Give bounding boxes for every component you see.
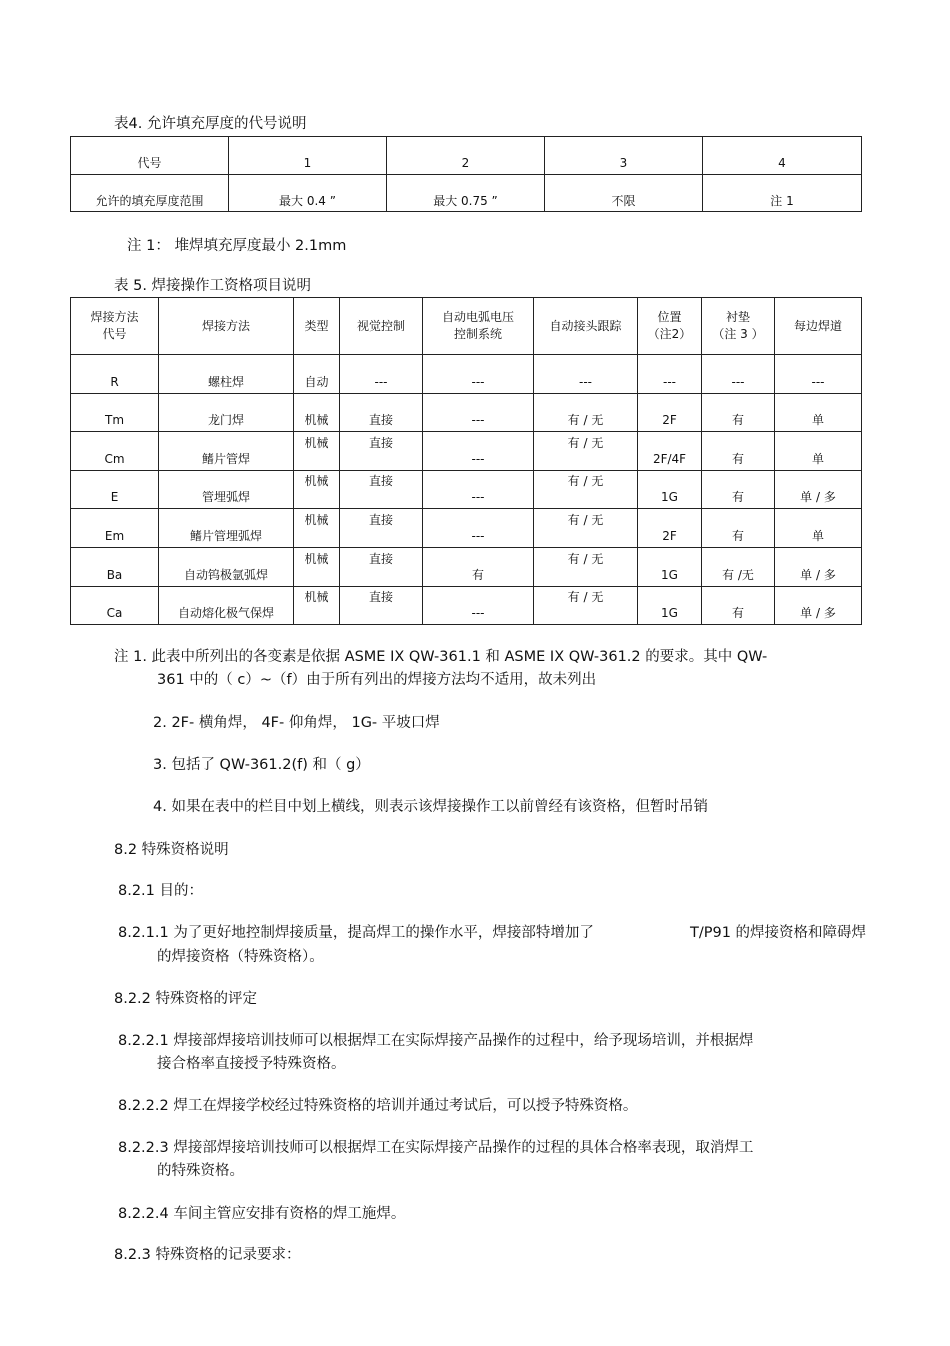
cell-text: ---: [471, 374, 485, 389]
table-cell: [294, 432, 340, 471]
cell-text: ---: [471, 606, 485, 620]
cell-text: 单 / 多: [800, 606, 836, 620]
table-cell: [534, 548, 638, 587]
cell-text: 有 / 无: [567, 435, 604, 450]
cell-text: ---: [471, 451, 485, 466]
cell-text: ---: [374, 374, 388, 389]
table-cell: [159, 432, 294, 471]
cell-text: 自动电弧电压: [441, 310, 514, 324]
table-cell: [534, 432, 638, 471]
table-cell: [423, 587, 534, 625]
table-cell: [423, 394, 534, 432]
table-row: [71, 432, 862, 471]
cell-text: 类型: [304, 318, 329, 333]
cell-text: 有: [731, 606, 744, 620]
cell-text: ---: [579, 374, 592, 389]
cell-text: 有 / 无: [567, 413, 604, 427]
table-cell: [638, 548, 702, 587]
cell-text: 自动熔化极气保焊: [177, 606, 274, 620]
table-row: [71, 587, 862, 625]
cell-text: ---: [663, 374, 676, 389]
header-cell: [775, 298, 862, 355]
cell-text: 1G: [661, 567, 678, 582]
section-8-2-2-3-line-2: 的特殊资格。: [157, 1163, 244, 1179]
cell-text: 不限: [611, 193, 636, 208]
table-cell: [702, 355, 775, 394]
cell-text: 单: [811, 528, 824, 543]
note-2: 2. 2F- 横角焊， 4F- 仰角焊， 1G- 平坡口焊: [153, 715, 440, 731]
cell-text: 直接: [368, 435, 393, 450]
table-cell: [702, 587, 775, 625]
cell-text: 有: [731, 451, 744, 466]
table5-caption: 表 5. 焊接操作工资格项目说明: [114, 278, 312, 294]
table4-cell: [229, 137, 387, 175]
cell-text: Cm: [104, 451, 125, 466]
section-8-2-1-1-line-1: 8.2.1.1 为了更好地控制焊接质量，提高焊工的操作水平，焊接部特增加了: [118, 925, 594, 941]
cell-text: 1: [303, 156, 312, 170]
table4-cell: [703, 137, 862, 175]
table-cell: [423, 432, 534, 471]
table-cell: [775, 509, 862, 548]
cell-text: 直接: [368, 413, 393, 427]
table5: [70, 297, 862, 625]
cell-text: （注 3 ）: [712, 327, 764, 341]
cell-text: 机械: [304, 413, 329, 427]
cell-text: 2F/4F: [652, 451, 687, 466]
table-cell: [702, 432, 775, 471]
table4-cell: [387, 175, 545, 212]
cell-text: 视觉控制: [356, 318, 405, 333]
cell-text: 代号: [102, 327, 127, 341]
table-cell: [340, 471, 423, 509]
section-8-2-2: 8.2.2 特殊资格的评定: [114, 991, 258, 1007]
cell-text: 自动: [304, 374, 329, 389]
cell-text: Em: [104, 528, 125, 543]
cell-text: 4: [778, 156, 786, 170]
table-row: [71, 548, 862, 587]
section-8-2-2-1-line-2: 接合格率直接授予特殊资格。: [157, 1056, 346, 1072]
table4-note: 注 1： 堆焊填充厚度最小 2.1mm: [127, 238, 347, 254]
table-cell: [159, 471, 294, 509]
table-row: [71, 509, 862, 548]
table-cell: [638, 509, 702, 548]
cell-text: 有: [731, 528, 744, 543]
table4-cell: [545, 175, 703, 212]
table-cell: [423, 471, 534, 509]
section-8-2: 8.2 特殊资格说明: [114, 842, 229, 858]
table-cell: [294, 394, 340, 432]
cell-text: Ba: [106, 567, 123, 582]
cell-text: 自动钨极氩弧焊: [183, 567, 268, 582]
cell-text: Tm: [104, 413, 125, 427]
cell-text: 龙门焊: [207, 413, 244, 427]
table-cell: [702, 509, 775, 548]
header-cell: [294, 298, 340, 355]
section-8-2-2-3-line-1: 8.2.2.3 焊接部焊接培训技师可以根据焊工在实际焊接产品操作的过程的具体合格率表现，取消焊工: [118, 1140, 754, 1156]
cell-text: ---: [471, 490, 485, 504]
table5-header-row: [71, 298, 862, 355]
table-cell: [294, 587, 340, 625]
note-1-line-2: 361 中的（ c）~（f）由于所有列出的焊接方法均不适用，故未列出: [157, 672, 597, 688]
cell-text: 每边焊道: [793, 318, 842, 333]
table-cell: [775, 587, 862, 625]
table-cell: [638, 587, 702, 625]
section-8-2-1-1-line-1b: T/P91 的焊接资格和障碍焊: [690, 925, 867, 941]
table4-cell: [387, 137, 545, 175]
table-cell: [294, 509, 340, 548]
table-cell: [71, 509, 159, 548]
table-cell: [340, 394, 423, 432]
header-cell: [159, 298, 294, 355]
cell-text: 焊接方法: [201, 318, 250, 333]
table-cell: [71, 587, 159, 625]
cell-text: 有 / 无: [567, 474, 604, 488]
table-cell: [340, 509, 423, 548]
table-cell: [423, 355, 534, 394]
cell-text: 直接: [368, 512, 393, 527]
section-8-2-2-1-line-1: 8.2.2.1 焊接部焊接培训技师可以根据焊工在实际焊接产品操作的过程中，给予现场培训，并根据焊: [118, 1033, 754, 1049]
table-cell: [423, 548, 534, 587]
table-cell: [775, 548, 862, 587]
cell-text: 机械: [304, 512, 329, 527]
table-row: [71, 471, 862, 509]
cell-text: 1G: [661, 490, 678, 504]
cell-text: 2F: [662, 413, 677, 427]
table-cell: [340, 587, 423, 625]
note-3: 3. 包括了 QW-361.2(f) 和（ g）: [153, 757, 370, 773]
cell-text: 机械: [304, 435, 329, 450]
cell-text: 有 / 无: [567, 590, 604, 604]
table-cell: [340, 548, 423, 587]
table4-cell: [71, 137, 229, 175]
table4-cell: [71, 175, 229, 212]
note-4: 4. 如果在表中的栏目中划上横线，则表示该焊接操作工以前曾经有该资格，但暂时吊销: [153, 799, 708, 815]
table-cell: [638, 394, 702, 432]
table-cell: [71, 548, 159, 587]
cell-text: （注2）: [647, 327, 692, 341]
cell-text: 最大 0.4 ”: [279, 193, 336, 208]
table-cell: [71, 355, 159, 394]
table-cell: [423, 509, 534, 548]
section-8-2-1: 8.2.1 目的：: [118, 883, 204, 899]
table-cell: [638, 355, 702, 394]
cell-text: 最大 0.75 ”: [433, 193, 498, 208]
cell-text: ---: [731, 374, 745, 389]
cell-text: 有 / 无: [567, 512, 604, 527]
cell-text: 直接: [368, 551, 393, 566]
table-cell: [702, 394, 775, 432]
cell-text: 单: [811, 451, 824, 466]
cell-text: 单 / 多: [800, 567, 836, 582]
header-cell: [702, 298, 775, 355]
header-cell: [71, 298, 159, 355]
table-cell: [702, 548, 775, 587]
table-cell: [702, 471, 775, 509]
note-1-line-1: 注 1. 此表中所列出的各变素是依据 ASME IX QW-361.1 和 ASME IX QW-361.2 的要求。其中 QW-: [114, 649, 768, 665]
table-cell: [775, 355, 862, 394]
table-cell: [340, 432, 423, 471]
table-cell: [159, 355, 294, 394]
cell-text: 注 1: [770, 193, 794, 208]
cell-text: 自动接头跟踪: [549, 318, 622, 333]
cell-text: 直接: [368, 474, 393, 488]
cell-text: ---: [811, 374, 825, 389]
table-cell: [638, 471, 702, 509]
cell-text: Ca: [106, 606, 123, 620]
table-cell: [638, 432, 702, 471]
table-cell: [534, 355, 638, 394]
header-cell: [638, 298, 702, 355]
header-cell: [340, 298, 423, 355]
cell-text: 螺柱焊: [207, 374, 244, 389]
section-8-2-3: 8.2.3 特殊资格的记录要求：: [114, 1247, 301, 1263]
cell-text: 鳍片管埋弧焊: [189, 528, 262, 543]
header-cell: [423, 298, 534, 355]
cell-text: 有: [731, 490, 744, 504]
table-cell: [71, 471, 159, 509]
cell-text: 有 / 无: [567, 551, 604, 566]
table-row: [71, 355, 862, 394]
table-cell: [159, 509, 294, 548]
table4-cell: [229, 175, 387, 212]
cell-text: 机械: [304, 551, 329, 566]
cell-text: 有: [731, 413, 744, 427]
table-cell: [534, 394, 638, 432]
cell-text: 2F: [662, 528, 677, 543]
cell-text: 3: [619, 156, 628, 170]
table-cell: [294, 548, 340, 587]
table-cell: [340, 355, 423, 394]
table-cell: [159, 587, 294, 625]
cell-text: 代号: [137, 156, 162, 170]
cell-text: 有: [471, 567, 484, 582]
table-cell: [159, 548, 294, 587]
cell-text: R: [110, 374, 119, 389]
header-cell: [534, 298, 638, 355]
cell-text: 有 /无: [722, 567, 754, 582]
table-cell: [534, 509, 638, 548]
cell-text: 机械: [304, 474, 329, 488]
table-cell: [775, 394, 862, 432]
cell-text: ---: [471, 413, 485, 427]
cell-text: 焊接方法: [90, 310, 139, 324]
table4-cell: [545, 137, 703, 175]
table-cell: [71, 394, 159, 432]
cell-text: 允许的填充厚度范围: [95, 193, 204, 208]
section-8-2-2-2: 8.2.2.2 焊工在焊接学校经过特殊资格的培训并通过考试后，可以授予特殊资格。: [118, 1098, 638, 1114]
cell-text: 衬垫: [725, 310, 750, 324]
cell-text: 控制系统: [453, 327, 502, 341]
table4-cell: [703, 175, 862, 212]
cell-text: 管埋弧焊: [201, 490, 250, 504]
table-cell: [534, 471, 638, 509]
cell-text: 鳍片管焊: [201, 451, 250, 466]
cell-text: ---: [471, 528, 485, 543]
cell-text: 位置: [657, 310, 682, 324]
cell-text: 单: [811, 413, 824, 427]
section-8-2-2-4: 8.2.2.4 车间主管应安排有资格的焊工施焊。: [118, 1206, 406, 1222]
table4: [70, 136, 862, 212]
section-8-2-1-1-line-2: 的焊接资格（特殊资格）。: [157, 949, 324, 965]
cell-text: 2: [461, 156, 470, 170]
table-cell: [71, 432, 159, 471]
table4-caption: 表4. 允许填充厚度的代号说明: [114, 116, 307, 132]
table-row: [71, 394, 862, 432]
table-cell: [775, 471, 862, 509]
table-cell: [775, 432, 862, 471]
table-cell: [534, 587, 638, 625]
cell-text: 直接: [368, 590, 393, 604]
table-cell: [294, 471, 340, 509]
cell-text: E: [110, 490, 119, 504]
cell-text: 1G: [661, 606, 678, 620]
cell-text: 单 / 多: [800, 490, 836, 504]
table-cell: [159, 394, 294, 432]
table-cell: [294, 355, 340, 394]
cell-text: 机械: [304, 590, 329, 604]
